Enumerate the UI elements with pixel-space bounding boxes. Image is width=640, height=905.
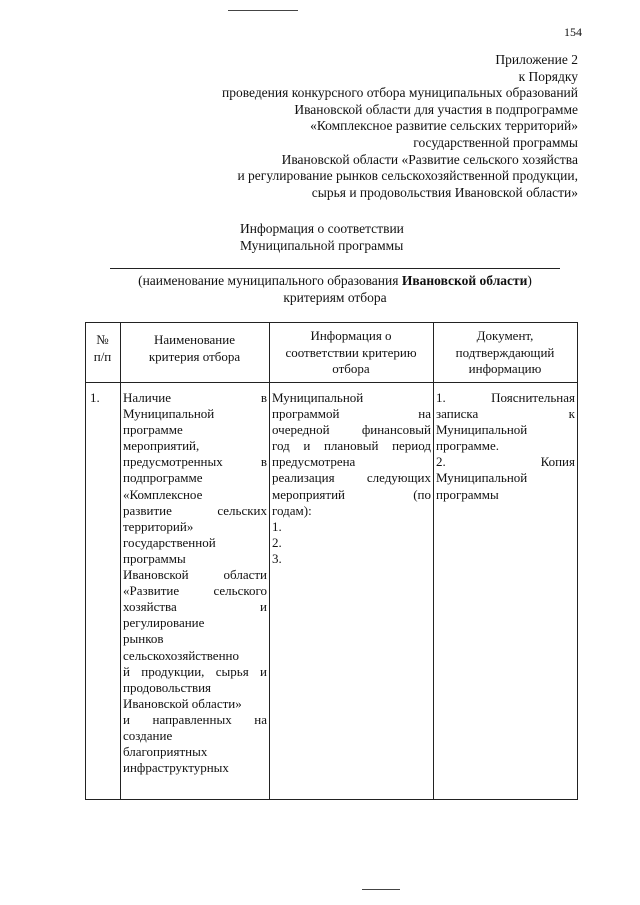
information-line: 1. — [272, 518, 282, 534]
criterion-line: и направленных на — [123, 711, 267, 727]
header-line: Документ, — [476, 328, 534, 343]
document-line: программы — [436, 486, 499, 502]
table-border-left — [85, 322, 86, 800]
header-line: подтверждающий — [455, 344, 555, 360]
criterion-line: хозяйства и — [123, 599, 267, 615]
title-line: Информация о соответствии — [240, 221, 404, 236]
information-line: 3. — [272, 550, 282, 566]
appendix-line: к Порядку — [518, 68, 578, 84]
table-header-divider — [85, 382, 578, 383]
header-line: Информация о — [310, 328, 392, 343]
information-line: предусмотрена — [272, 454, 356, 470]
criterion-line: регулирование — [123, 615, 205, 631]
row-number: 1. — [90, 390, 100, 405]
document-line: Муниципальной — [436, 470, 528, 486]
criterion-line: «Комплексное — [123, 486, 203, 502]
appendix-line: государственной программы — [413, 134, 578, 150]
information-line: Муниципальной — [272, 390, 364, 405]
scan-artifact-bottom — [362, 889, 400, 890]
criterion-line: программы — [123, 550, 186, 566]
criterion-line: мероприятий, — [123, 438, 200, 454]
header-line: информацию — [468, 361, 542, 376]
header-line: отбора — [332, 361, 370, 376]
criterion-line: й продукции, сырья и — [123, 663, 267, 679]
information-line: годам): — [272, 502, 312, 518]
caption-line: критериям отбора — [283, 290, 387, 305]
table-column-divider — [269, 322, 270, 800]
header-document — [433, 328, 577, 378]
municipality-caption — [110, 272, 560, 306]
criterion-line: подпрограмме — [123, 470, 203, 486]
caption-text: ) — [527, 273, 532, 288]
information-line: реализация следующих — [272, 470, 431, 486]
appendix-header — [222, 52, 578, 201]
table-border-right — [577, 322, 578, 800]
header-information — [269, 328, 433, 378]
document-title — [240, 220, 404, 254]
document-line: 2. Копия — [436, 454, 575, 470]
appendix-line: Ивановской области «Развитие сельского хозяйства — [281, 151, 578, 167]
scan-artifact-top — [228, 10, 298, 11]
criteria-table — [85, 322, 578, 800]
document-line: Муниципальной — [436, 422, 528, 438]
appendix-line: Ивановской области для участия в подпрограмме — [294, 101, 578, 117]
municipality-name-blank-line — [110, 268, 560, 269]
information-line: программой на — [272, 406, 431, 422]
appendix-line: Приложение 2 — [495, 52, 578, 67]
criterion-line: развитие сельских — [123, 502, 267, 518]
criterion-line: инфраструктурных — [123, 760, 229, 776]
table-border-top — [85, 322, 578, 323]
appendix-line: сырья и продовольствия Ивановской области» — [311, 184, 578, 200]
information-cell — [272, 390, 431, 567]
header-line: п/п — [93, 348, 112, 364]
appendix-line: проведения конкурсного отбора муниципальных образований — [221, 85, 578, 101]
caption-region: Ивановской области — [401, 273, 528, 288]
page-number: 154 — [564, 25, 582, 39]
header-line: Наименование — [154, 332, 235, 347]
criterion-line: предусмотренных в — [123, 454, 267, 470]
criterion-cell — [123, 390, 267, 776]
criterion-line: Наличие в — [123, 390, 267, 405]
criterion-line: программе — [123, 422, 183, 438]
caption-line — [110, 272, 560, 289]
title-line: Муниципальной программы — [240, 238, 404, 253]
header-line: соответствии критерию — [285, 344, 417, 360]
header-number — [85, 332, 120, 365]
criterion-line: государственной — [123, 534, 216, 550]
information-line: мероприятий (по — [272, 486, 431, 502]
information-line: год и плановый период — [272, 438, 431, 454]
document-cell — [436, 390, 575, 503]
information-line: очередной финансовый — [272, 422, 431, 438]
table-border-bottom — [85, 799, 578, 800]
criterion-line: сельскохозяйственно — [123, 647, 239, 663]
header-line: критерия отбора — [148, 348, 241, 364]
table-column-divider — [433, 322, 434, 800]
document-line: записка к — [436, 406, 575, 422]
document-line: 1. Пояснительная — [436, 390, 575, 405]
caption-text: (наименование муниципального образования — [138, 273, 402, 288]
criterion-line: Ивановской области — [123, 567, 267, 583]
header-criterion — [120, 332, 269, 365]
criterion-line: «Развитие сельского — [123, 583, 267, 599]
criterion-line: территорий» — [123, 518, 194, 534]
appendix-line: и регулирование рынков сельскохозяйственной продукции, — [237, 168, 578, 184]
criterion-line: Муниципальной — [123, 406, 215, 422]
criterion-line: продовольствия — [123, 679, 212, 695]
criterion-line: благоприятных — [123, 744, 208, 760]
header-line: № — [96, 332, 109, 347]
appendix-line: «Комплексное развитие сельских территорий» — [310, 118, 578, 134]
document-line: программе. — [436, 438, 500, 454]
criterion-line: Ивановской области» — [123, 695, 242, 711]
criterion-line: рынков — [123, 631, 164, 647]
table-column-divider — [120, 322, 121, 800]
criterion-line: создание — [123, 727, 173, 743]
information-line: 2. — [272, 534, 282, 550]
